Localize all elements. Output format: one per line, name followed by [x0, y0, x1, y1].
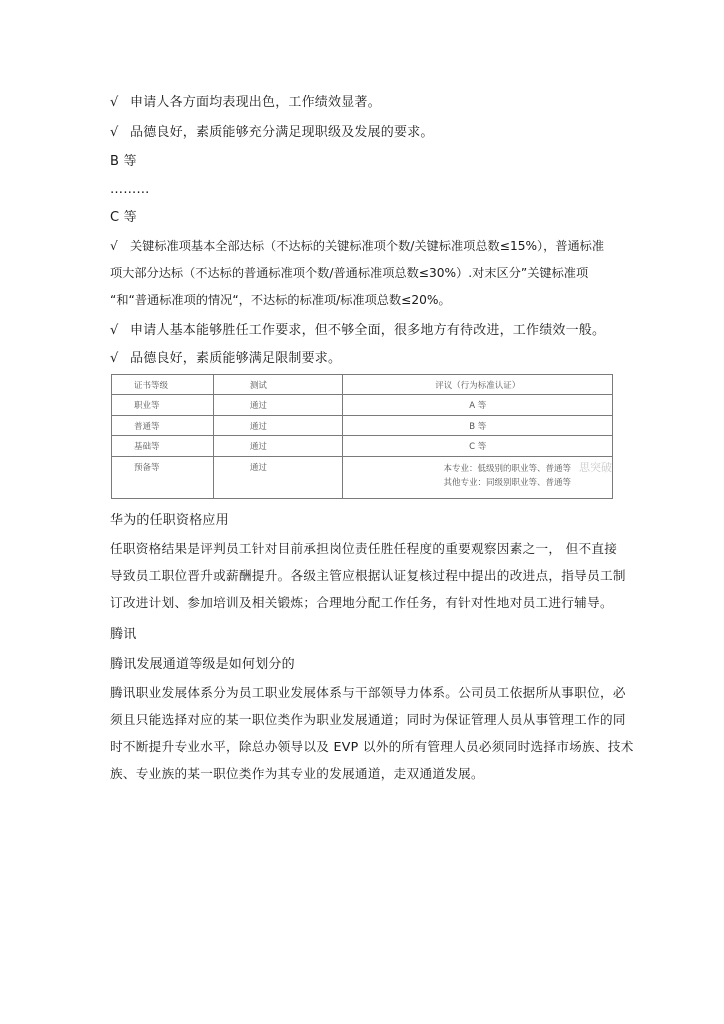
table-row: 普通等 通过 B 等: [112, 415, 613, 435]
check-mark-icon: √: [110, 351, 119, 366]
table-header-cell: 测试: [213, 375, 343, 395]
table-header-cell: 证书等级: [112, 375, 214, 395]
check-mark-icon: √: [110, 125, 119, 140]
table-header-cell: 评议（行为标准认证）: [343, 375, 613, 395]
ellipsis: ………: [110, 182, 150, 197]
tencent-heading: 腾讯: [110, 627, 137, 642]
tencent-subheading: 腾讯发展通道等级是如何划分的: [110, 657, 295, 672]
criterion-key-standards: √ 关键标准项基本全部达标（不达标的关键标准项个数/关键标准项总数≤15%），普通标准 项大部分达标（不达标的普通标准项个数/普通标准项总数≤30%）.对末区分”关键标准项 “和“普通标准项的情况“，不达标的标准项/标准项总数≤20%。: [110, 233, 616, 314]
huawei-heading: 华为的任职资格应用: [110, 513, 229, 528]
table-row: 预备等 通过 本专业：低级别的职业等、普通等 思突破 其他专业：同级别职业等、普通等: [112, 456, 613, 498]
check-mark-icon: √: [110, 95, 119, 110]
check-mark-icon: √: [110, 239, 118, 253]
table-header-row: [112, 375, 613, 395]
grade-c-heading: C 等: [110, 210, 137, 225]
check-mark-icon: √: [110, 323, 119, 338]
note-other-major: 其他专业：同级别职业等、普通等: [443, 477, 571, 488]
grade-b-heading: B 等: [110, 154, 137, 169]
criterion-character: √ 品德良好，素质能够充分满足现职级及发展的要求。: [110, 125, 434, 140]
table-row: 职业等 通过 A 等: [112, 395, 613, 415]
criterion-competent: √ 申请人基本能够胜任工作要求，但不够全面，很多地方有待改进，工作绩效一般。: [110, 323, 606, 338]
table-row: 基础等 通过 C 等: [112, 436, 613, 456]
criterion-basic-character: √ 品德良好，素质能够满足限制要求。: [110, 351, 342, 366]
certificate-level-table: [111, 374, 613, 499]
criterion-outstanding: √ 申请人各方面均表现出色，工作绩效显著。: [110, 95, 381, 110]
huawei-paragraph: 任职资格结果是评判员工针对目前承担岗位责任胜任程度的重要观察因素之一， 但不直接 导致员工职位晋升或薪酬提升。各级主管应根据认证复核过程中提出的改进点，指导员工制 订改进计划、参加培训及相关锻炼；合理地分配工作任务，有针对性地对员工进行辅导。: [110, 541, 626, 610]
tencent-paragraph: 腾讯职业发展体系分为员工职业发展体系与干部领导力体系。公司员工依据所从事职位，必 须且只能选择对应的某一职位类作为职业发展通道；同时为保证管理人员从事管理工作的同 时不断提升专业水平，除总办领导以及 EVP 以外的所有管理人员必须同时选择市场族、技术 族、专业族的某一职位类作为其专业的发展通道，走双通道发展。: [110, 685, 634, 781]
note-same-major: 本专业：低级别的职业等、普通等 思突破: [443, 460, 612, 474]
watermark: 思突破: [579, 460, 612, 474]
